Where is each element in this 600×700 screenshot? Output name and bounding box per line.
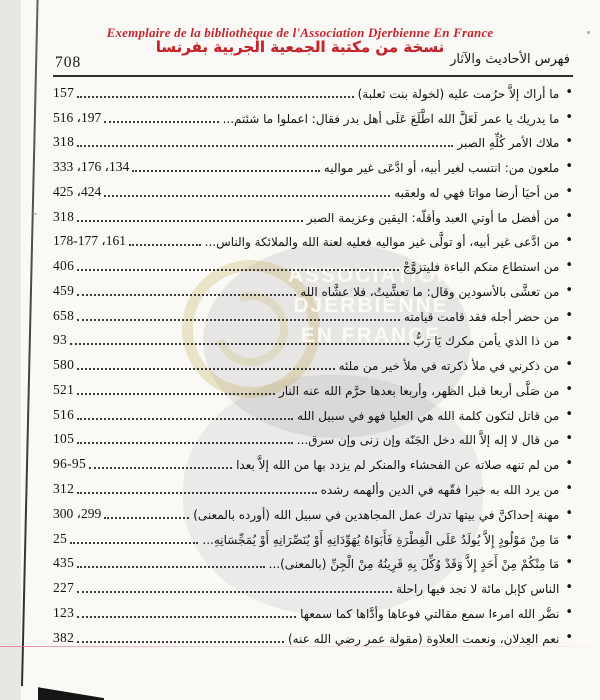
index-entry-row [53, 598, 573, 623]
entry-page-numbers: 312 [53, 481, 75, 497]
entry-page-numbers: 516 ،197 [53, 109, 102, 125]
entry-text: من صَلَّى أربعا قبل الظهر، وأربعا بعدها حرَّم الله عنه النار [278, 383, 560, 398]
index-entry-row [53, 400, 573, 425]
entry-text: من قاتل لتكون كلمة الله هي العليا فهو في سبيل الله [297, 408, 560, 423]
index-entry-row [53, 78, 573, 103]
dot-leader [77, 319, 400, 321]
entry-text: ما أراك إلاَّ حرُمت عليه (لخولة بنت ثعلبة) [357, 86, 560, 101]
dot-leader [77, 566, 264, 568]
entry-text: من يرد الله به خيرا فقّهه في الدين وألهمه رشده [320, 483, 560, 498]
entry-page-numbers: 93 [53, 332, 68, 348]
bullet-icon: • [565, 84, 573, 100]
entry-page-numbers: 516 [53, 406, 75, 422]
header-rule [53, 75, 573, 77]
bullet-icon: • [565, 580, 573, 596]
entry-text: من تعشَّى بالأسودين وقال: ما تعشَّيتُ، فلا عشَّاه الله [300, 284, 560, 299]
bullet-icon: • [565, 109, 573, 125]
bullet-icon: • [565, 555, 573, 571]
index-entry-row [53, 449, 573, 474]
entry-text: الناس كإبل مائة لا تجد فيها راحلة [396, 582, 560, 597]
book-spine-shadow [38, 684, 104, 700]
index-title: فهرس الأحاديث والآثار [450, 52, 570, 67]
index-entry-row [53, 549, 573, 574]
page-number: 708 [55, 54, 82, 71]
watermark-line: DJERBIENNE [293, 294, 449, 317]
entry-text: من استطاع منكم الباءة فليتزوَّجْ [402, 260, 560, 275]
dot-leader [77, 294, 296, 296]
dot-leader [77, 393, 275, 395]
entry-text: من ذكرني في ملأ ذكرته في ملأ خير من ملئه [338, 359, 560, 374]
bullet-icon: • [565, 629, 573, 645]
index-entry-row [53, 573, 573, 598]
dot-leader [132, 170, 320, 172]
entry-text: نضَّر الله امرءا سمع مقالتي فوعاها وأدَّاها كما سمعها [300, 606, 560, 621]
entry-page-numbers: 96-95 [53, 456, 86, 472]
dot-leader [77, 591, 392, 593]
index-entry-row [53, 425, 573, 450]
index-entry-row [53, 128, 573, 153]
entry-text: من ذا الذي يأمن مكرك يَا رَبُّ [413, 334, 560, 349]
index-entry-row [53, 524, 573, 549]
entry-text: من ادَّعى غير أبيه، أو تولَّى غير مواليه فعليه لعنة الله والملائكة والناس... [204, 235, 560, 250]
bullet-icon: • [565, 604, 573, 620]
entry-text: ما يدريك يا عمر لَعَلَّ الله اطَّلَعَ عَلَى أهل بدر فقال: اعملوا ما شئتم... [222, 111, 560, 126]
dot-leader [70, 343, 409, 345]
entry-page-numbers: 318 [53, 134, 75, 150]
index-entry-row [53, 276, 573, 301]
bullet-icon: • [565, 307, 573, 323]
dot-leader [77, 492, 316, 494]
bullet-icon: • [565, 530, 573, 546]
index-entry-row [53, 152, 573, 177]
entry-text: من أفضل ما أوتي العبد وأقلّه: اليقين وعزيمة الصبر [306, 210, 560, 225]
entry-page-numbers: 406 [53, 258, 75, 274]
bullet-icon: • [565, 505, 573, 521]
entry-page-numbers: 105 [53, 431, 75, 447]
index-entry-row [53, 301, 573, 326]
entry-page-numbers: 25 [53, 530, 68, 546]
entry-page-numbers: 227 [53, 580, 75, 596]
dot-leader [104, 517, 189, 519]
index-entry-row [53, 474, 573, 499]
entry-page-numbers: 435 [53, 555, 75, 571]
bullet-icon: • [565, 282, 573, 298]
watermark-line: ASSOCIATION [287, 264, 455, 287]
entry-text: من حضر أجله فقد قامت قيامته [403, 309, 560, 324]
index-entry-row [53, 375, 573, 400]
index-entry-row [53, 177, 573, 202]
dot-leader [77, 220, 303, 222]
dot-leader [104, 121, 218, 123]
dot-leader [77, 368, 334, 370]
bullet-icon: • [565, 332, 573, 348]
bullet-icon: • [565, 456, 573, 472]
bullet-icon: • [565, 159, 573, 175]
bullet-icon: • [565, 357, 573, 373]
dot-leader [70, 542, 198, 544]
entry-text: مَا مِنْ مَوْلُودٍ إِلاَّ يُولَدُ عَلَى الْفِطْرَةِ فَأَبَوَاهُ يُهَوِّدَانِهِ أَوْ يُنَصِّرَانِهِ أَوْ يُمَجِّسَانِهِ... [202, 532, 560, 547]
dot-leader [77, 641, 284, 643]
entry-page-numbers: 333 ،176 ،134 [53, 159, 130, 175]
index-entry-row [53, 202, 573, 227]
entry-text: ملعون من: انتسب لغير أبيه، أو ادَّعَى غير مواليه [323, 161, 560, 176]
entry-page-numbers: 318 [53, 208, 75, 224]
dot-leader [77, 96, 353, 98]
bullet-icon: • [565, 258, 573, 274]
entries-list [53, 78, 573, 648]
entry-page-numbers: 123 [53, 604, 75, 620]
dot-leader [77, 616, 296, 618]
dot-leader [89, 467, 232, 469]
entry-page-numbers: 178-177 ،161 [53, 233, 126, 249]
entry-text: من لم تنهه صلاته عن الفحشاء والمنكر لم يزدد بها من الله إلاَّ بعدا [236, 458, 560, 473]
entry-text: ملاك الأمر كُلِّهِ الصبر [457, 136, 560, 151]
entry-page-numbers: 580 [53, 357, 75, 373]
index-entry-row [53, 326, 573, 351]
index-entry-row [53, 623, 573, 648]
bullet-icon: • [565, 381, 573, 397]
bullet-icon: • [565, 481, 573, 497]
dot-leader [77, 442, 293, 444]
entry-page-numbers: 521 [53, 381, 75, 397]
dot-leader [77, 269, 399, 271]
watermark-line: EN FRANCE [300, 324, 442, 347]
entry-text: نعم العِدلان، ونعمت العلاوة (مقولة عمر رضي الله عنه) [287, 631, 560, 646]
dot-leader [129, 244, 201, 246]
entry-page-numbers: 300 ،299 [53, 505, 102, 521]
entry-page-numbers: 157 [53, 84, 75, 100]
entry-page-numbers: 425 ،424 [53, 183, 102, 199]
dot-leader [77, 145, 453, 147]
index-entry-row [53, 499, 573, 524]
bullet-icon: • [565, 134, 573, 150]
entry-page-numbers: 459 [53, 282, 75, 298]
dot-leader [104, 195, 390, 197]
dot-leader [77, 418, 293, 420]
scan-left-margin [0, 0, 21, 700]
bullet-icon: • [565, 208, 573, 224]
entry-text: مهنة إحداكنَّ في بيتها تدرك عمل المجاهدين في سبيل الله (أورده بالمعنى) [193, 507, 560, 522]
library-stamp-arabic: نسخة من مكتبة الجمعية الجربية بفرنسا [155, 38, 445, 56]
index-entry-row [53, 103, 573, 128]
entry-page-numbers: 658 [53, 307, 75, 323]
entry-page-numbers: 382 [53, 629, 75, 645]
index-entry-row [53, 350, 573, 375]
bullet-icon: • [565, 233, 573, 249]
index-entry-row [53, 227, 573, 252]
page-edge-line [21, 0, 39, 686]
bullet-icon: • [565, 431, 573, 447]
scan-speck [32, 213, 37, 215]
entry-text: مَا مِنْكُمْ مِنْ أَحَدٍ إِلاَّ وَقَدْ وُكِّلَ بِهِ قَرِينُهُ مِنْ الْجِنِّ (بالمعنى)... [268, 557, 560, 572]
entry-text: من قال لا إله إلاَّ الله دخل الجَنّة وإن زنى وإن سرق... [296, 433, 560, 448]
index-entry-row [53, 251, 573, 276]
bullet-icon: • [565, 183, 573, 199]
entry-text: من أحيَا أرضا مواتا فهي له ولعقبه [394, 185, 560, 200]
library-stamp-french: Exemplaire de la bibliothèque de l'Association Djerbienne En France [106, 25, 494, 40]
bullet-icon: • [565, 406, 573, 422]
